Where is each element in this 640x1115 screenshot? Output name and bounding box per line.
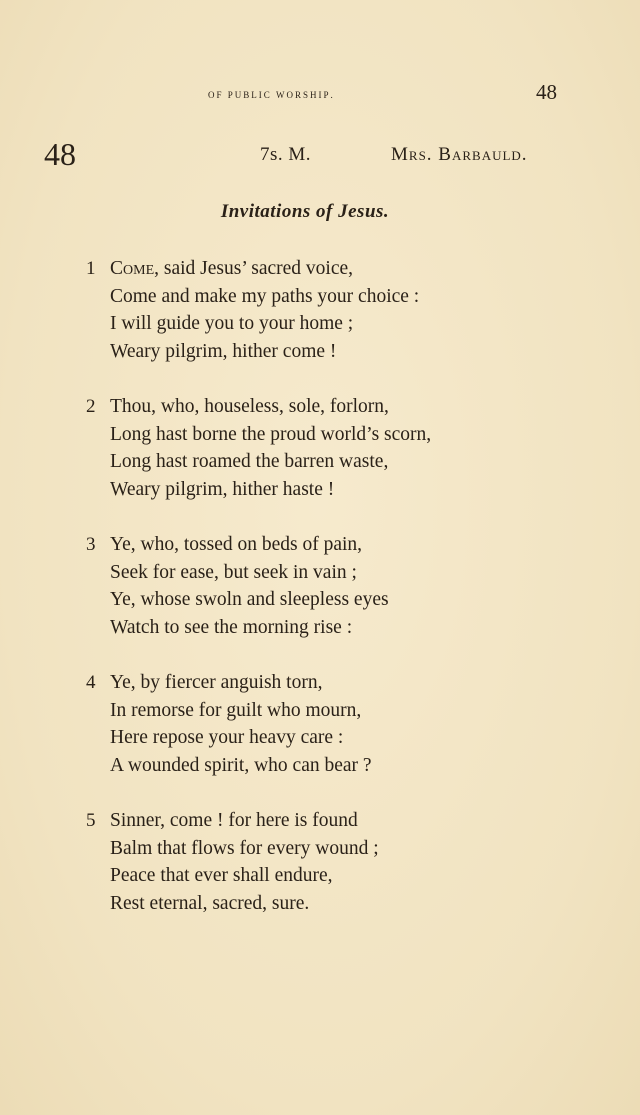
verse-line: Ye, by fiercer anguish torn, xyxy=(110,672,323,693)
stanza-number: 3 xyxy=(86,534,96,555)
verse-line: Ye, who, tossed on beds of pain, xyxy=(110,534,363,555)
page-number: 48 xyxy=(536,80,557,104)
verse-line: Balm that flows for every wound ; xyxy=(110,837,379,859)
verse-line: Peace that ever shall endure, xyxy=(110,865,333,886)
running-head: of public worship. xyxy=(208,86,335,101)
stanza-2 xyxy=(86,393,586,503)
verse-line: Weary pilgrim, hither come ! xyxy=(110,340,337,362)
hymn-verses xyxy=(86,255,586,945)
verse-line: In remorse for guilt who mourn, xyxy=(110,699,362,721)
verse-line: Long hast borne the proud world’s scorn, xyxy=(110,423,432,445)
stanza-number: 4 xyxy=(86,672,96,693)
hymn-author: Mrs. Barbauld. xyxy=(391,144,528,165)
stanza-1 xyxy=(86,255,586,365)
stanza-number: 5 xyxy=(86,810,96,831)
stanza-5 xyxy=(86,807,586,917)
verse-line: Sinner, come ! for here is found xyxy=(110,810,358,831)
verse-line: Weary pilgrim, hither haste ! xyxy=(110,478,335,500)
verse-line: Long hast roamed the barren waste, xyxy=(110,451,389,472)
verse-line: Watch to see the morning rise : xyxy=(110,616,353,638)
hymn-meter: 7s. M. xyxy=(260,144,312,165)
verse-line: Ye, whose swoln and sleepless eyes xyxy=(110,589,389,610)
verse-line: Thou, who, houseless, sole, forlorn, xyxy=(110,396,389,417)
stanza-4 xyxy=(86,669,586,779)
verse-line: Seek for ease, but seek in vain ; xyxy=(110,561,357,583)
stanza-3 xyxy=(86,531,586,641)
verse-line: Rest eternal, sacred, sure. xyxy=(110,892,310,914)
hymn-title: Invitations of Jesus. xyxy=(220,201,390,222)
hymn-number: 48 xyxy=(44,136,76,172)
stanza-number: 2 xyxy=(86,396,96,417)
verse-line: A wounded spirit, who can bear ? xyxy=(110,754,372,776)
verse-line: Here repose your heavy care : xyxy=(110,727,344,748)
verse-line: I will guide you to your home ; xyxy=(110,313,354,334)
verse-first-word: Come, xyxy=(110,258,159,279)
verse-line: Come and make my paths your choice : xyxy=(110,285,420,307)
stanza-number: 1 xyxy=(86,258,96,279)
verse-first-line-rest: said Jesus’ sacred voice, xyxy=(159,258,354,279)
verse-line xyxy=(110,255,586,283)
